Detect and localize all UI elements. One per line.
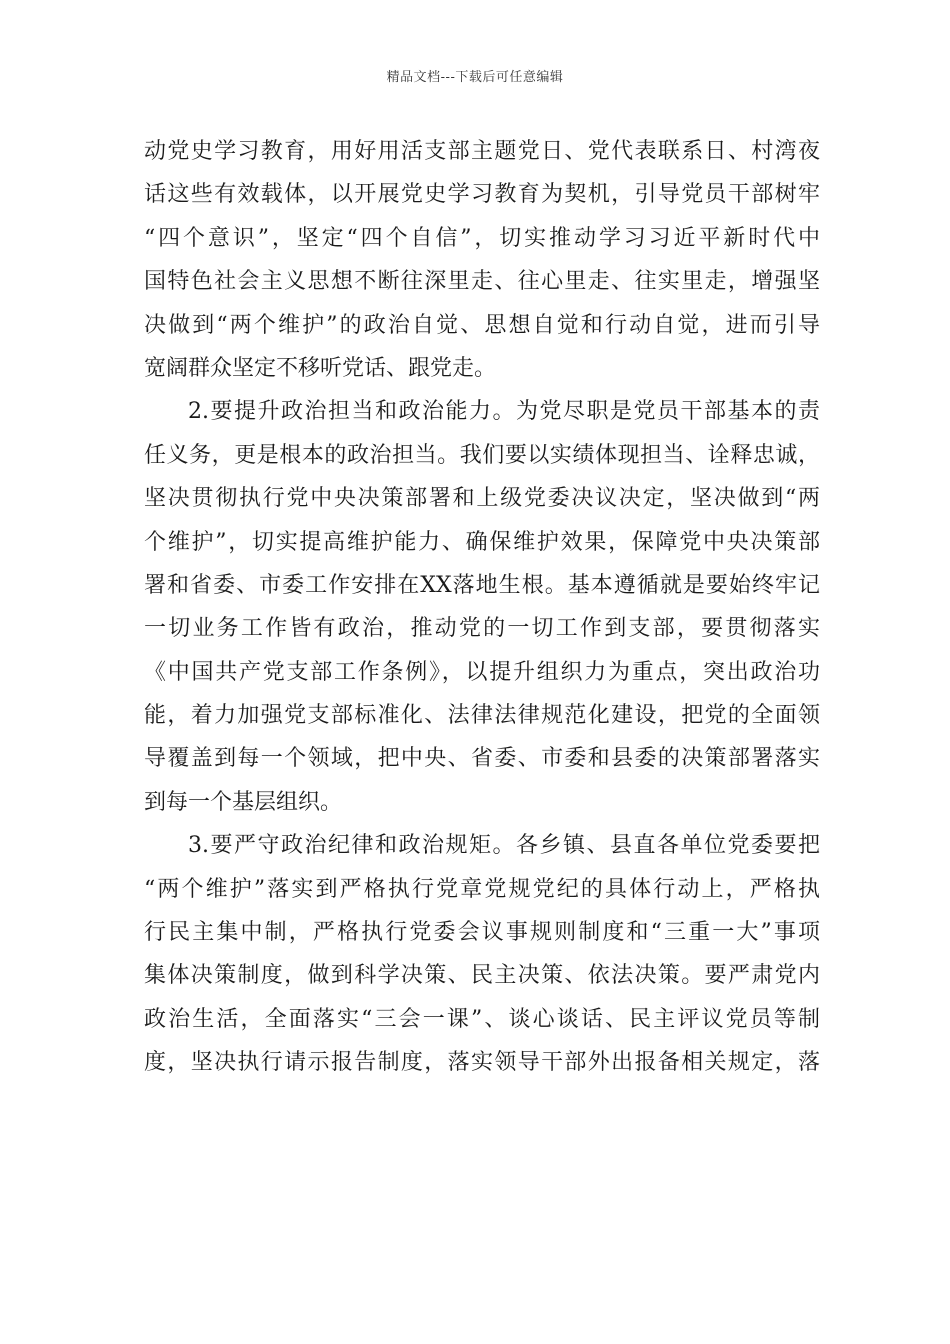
text-line: 导覆盖到每一个领域，把中央、省委、市委和县委的决策部署落实: [144, 746, 820, 772]
header-note: 精品文档---下载后可任意编辑: [386, 70, 564, 85]
text-line: 坚决贯彻执行党中央决策部署和上级党委决议决定，坚决做到“两: [144, 486, 820, 512]
text-line: 行民主集中制，严格执行党委会议事规则制度和“三重一大”事项: [144, 920, 820, 946]
text-line: 话这些有效载体，以开展党史学习教育为契机，引导党员干部树牢: [144, 182, 820, 208]
text-line: 2.要提升政治担当和政治能力。为党尽职是党员干部基本的责: [188, 399, 820, 425]
text-line: “两个维护”落实到严格执行党章党规党纪的具体行动上，严格执: [144, 876, 820, 902]
paragraph: [144, 824, 820, 1084]
text-line: 政治生活，全面落实“三会一课”、谈心谈话、民主评议党员等制: [144, 1006, 820, 1032]
document-body: [144, 130, 820, 1085]
text-line: 决做到“两个维护”的政治自觉、思想自觉和行动自觉，进而引导: [144, 312, 820, 338]
text-line: 署和省委、市委工作安排在XX落地生根。基本遵循就是要始终牢记: [144, 572, 820, 598]
paragraph: [144, 130, 820, 390]
text-line: 集体决策制度，做到科学决策、民主决策、依法决策。要严肃党内: [144, 963, 820, 989]
text-line: 国特色社会主义思想不断往深里走、往心里走、往实里走，增强坚: [144, 269, 820, 295]
text-line: 一切业务工作皆有政治，推动党的一切工作到支部，要贯彻落实: [144, 616, 820, 642]
text-line: 到每一个基层组织。: [144, 789, 343, 815]
text-line: 个维护”，切实提高维护能力、确保维护效果，保障党中央决策部: [144, 529, 820, 555]
text-line: 度，坚决执行请示报告制度，落实领导干部外出报备相关规定，落: [144, 1050, 820, 1076]
text-line: 能，着力加强党支部标准化、法律法律规范化建设，把党的全面领: [144, 703, 820, 729]
text-line: 《中国共产党支部工作条例》，以提升组织力为重点，突出政治功: [144, 659, 820, 685]
text-line: 3.要严守政治纪律和政治规矩。各乡镇、县直各单位党委要把: [188, 833, 820, 859]
paragraph: [144, 390, 820, 824]
text-line: 动党史学习教育，用好用活支部主题党日、党代表联系日、村湾夜: [144, 139, 820, 164]
text-line: “四个意识”，坚定“四个自信”，切实推动学习习近平新时代中: [144, 225, 820, 251]
text-line: 宽阔群众坚定不移听党话、跟党走。: [144, 355, 497, 381]
text-line: 任义务，更是根本的政治担当。我们要以实绩体现担当、诠释忠诚，: [144, 442, 820, 468]
